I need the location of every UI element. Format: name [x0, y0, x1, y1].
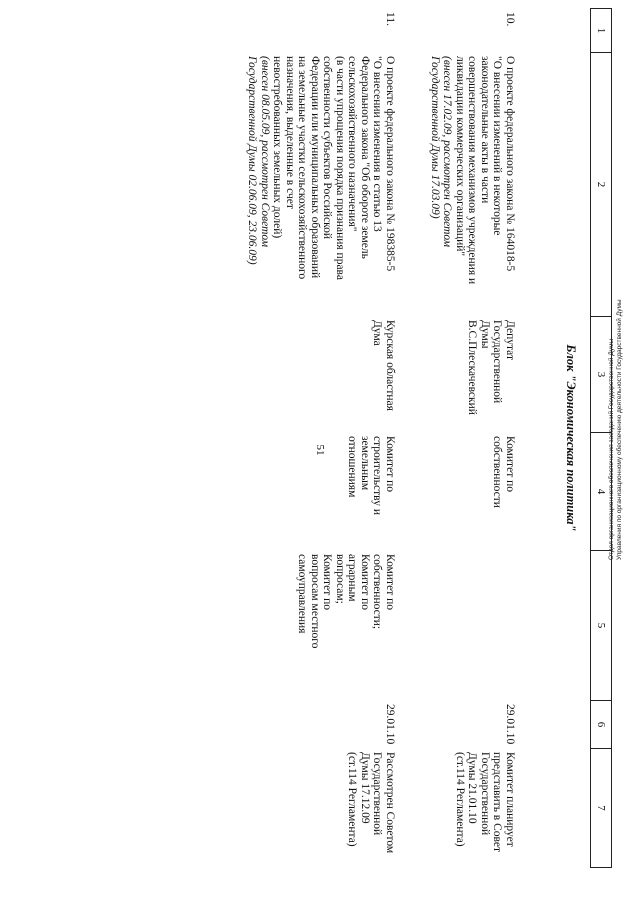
row-number: 10. [504, 12, 516, 27]
co-committee-line: вопросам; [334, 554, 346, 604]
column-header-6: 6 [591, 701, 611, 749]
bill-line: совершенствования механизмов учреждения и [466, 56, 479, 285]
bill-line: ликвидации коммерческих организаций" [454, 56, 466, 257]
bill-line: О проекте федерального закона № 198385-5 [384, 56, 396, 272]
status-line: (ст.114 Регламента) [346, 752, 359, 847]
column-header-3: 3 [591, 317, 611, 433]
bill-description [246, 56, 396, 316]
review-date: 29.01.10 [384, 704, 396, 745]
bill-author [466, 320, 516, 430]
co-committee-line: Комитет по [359, 554, 371, 610]
status-line: Комитет планирует [504, 752, 516, 847]
bill-note-line: Государственной Думы 17.03.09) [429, 56, 441, 219]
committee-line: Комитет по [504, 436, 516, 492]
bill-line: невостребованных земельных долей) [271, 56, 284, 239]
co-committee-line: собственности; [371, 554, 384, 630]
co-committee-line: вопросам местного [309, 554, 321, 649]
committee-line: земельным [359, 436, 371, 491]
co-committee-line: Комитет по [321, 554, 334, 610]
status-line: Думы 17.12.09 [359, 752, 371, 824]
status [454, 752, 517, 866]
status-line: (ст.114 Регламента) [454, 752, 466, 847]
bill-line: на земельные участки сельскохозяйственного [296, 56, 309, 280]
status-line: Рассмотрен Советом [384, 752, 396, 854]
document-table [22, 8, 612, 868]
column-header-4: 4 [591, 433, 611, 551]
status-line: Государственной [371, 752, 384, 836]
status-line: представить в Совет [491, 752, 504, 853]
responsible-committee [346, 436, 396, 548]
bill-line: Федерации или муниципальных образований [309, 56, 321, 279]
bill-line: (в части упрощения порядка признания права [334, 56, 346, 280]
co-committee-line: аграрным [346, 554, 359, 602]
author-line: Курская областная [384, 320, 396, 411]
bill-description [429, 56, 517, 316]
bill-note-line: (внесен 08.05.09, рассмотрен Советом [259, 56, 271, 248]
column-header-2: 2 [591, 53, 611, 317]
column-header-1: 1 [591, 9, 611, 53]
committee-line: строительству и [371, 436, 384, 515]
column-header-7: 7 [595, 805, 607, 811]
committee-line: собственности [491, 436, 504, 508]
footer-line: Отдел организационного обеспечения заседаний Государственной Думы [608, 338, 615, 560]
bill-line: О проекте федерального закона № 164018-5 [504, 56, 516, 272]
responsible-committee [491, 436, 516, 548]
author-line: В.С.Плескачевский [466, 320, 479, 415]
status [346, 752, 396, 866]
bill-line: "О внесении изменения в статью 13 [371, 56, 384, 232]
status-line: Думы 21.01.10 [466, 752, 479, 824]
bill-line: назначения, выделенные в счет [284, 56, 296, 209]
author-line: Депутат [504, 320, 516, 360]
bill-line: Федерального закона "Об обороте земель [359, 56, 371, 259]
footer-line: Управления по организационному обеспечению деятельности Государственной Думы [616, 299, 623, 560]
co-committee-line: Комитет по [384, 554, 396, 610]
author-line: Государственной [491, 320, 504, 404]
page-number: 51 [314, 444, 326, 456]
footer [608, 230, 638, 560]
author-line: Думы [479, 320, 491, 349]
bill-line: собственности субъектов Российской [321, 56, 334, 240]
review-date: 29.01.10 [504, 704, 516, 745]
bill-author [371, 320, 396, 430]
status-line: Государственной [479, 752, 491, 836]
co-committee-line: самоуправления [296, 554, 309, 634]
author-line: Дума [371, 320, 384, 346]
column-header-5: 5 [591, 551, 611, 701]
bill-line: сельскохозяйственного назначения" [346, 56, 359, 232]
bill-note-line: Государственной Думы 02.06.09, 23.06.09) [246, 56, 259, 265]
block-title: Блок "Экономическая политика" [564, 344, 578, 532]
committee-line: Комитет по [384, 436, 396, 492]
bill-note-line: (внесен 17.02.09, рассмотрен Советом [441, 56, 454, 248]
bill-line: "О внесении изменений в некоторые [491, 56, 504, 236]
row-number: 11. [384, 12, 396, 26]
committee-line: отношениям [346, 436, 359, 498]
co-executor-committees [296, 554, 396, 698]
bill-line: законодательные акты в части [479, 56, 491, 204]
